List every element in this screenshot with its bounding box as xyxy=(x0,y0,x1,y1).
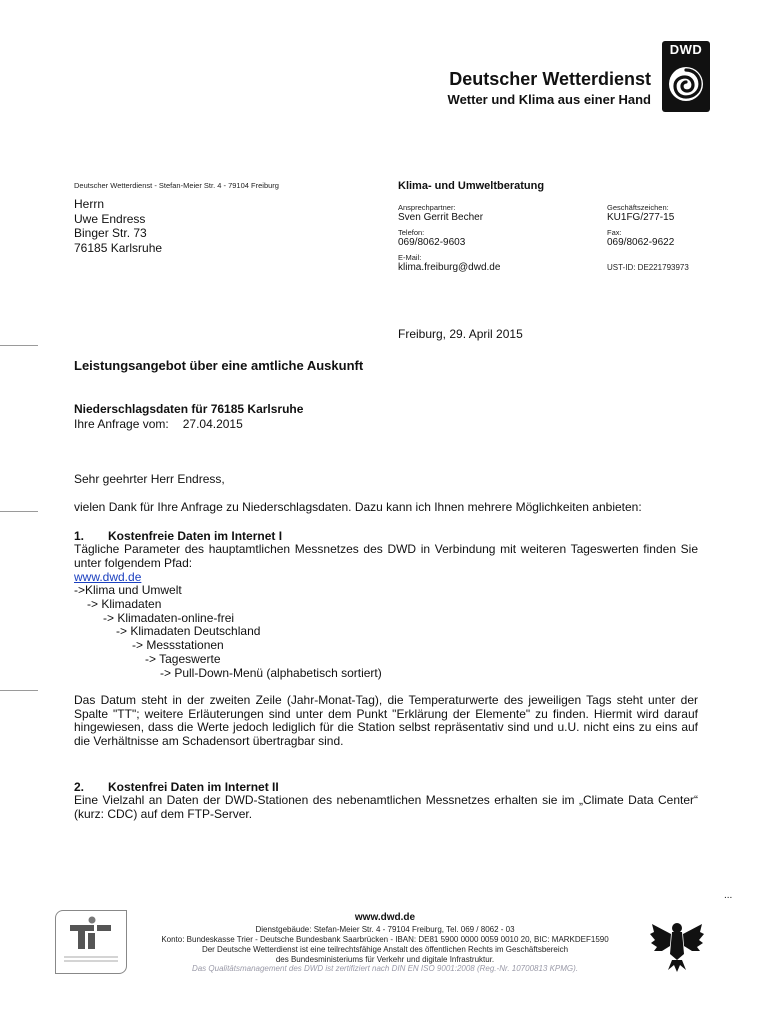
path-step: ->Klima und Umwelt xyxy=(74,583,182,597)
footer-bank: Konto: Bundeskasse Trier - Deutsche Bundesbank Saarbrücken - IBAN: DE81 5900 0000 0059 0010 20, BIC: MARKDEF1590 xyxy=(161,935,609,944)
section1-title: Kostenfreie Daten im Internet I xyxy=(108,529,283,543)
path-step: -> Pull-Down-Menü (alphabetisch sortiert) xyxy=(160,665,382,680)
partner-name: Sven Gerrit Becher xyxy=(398,212,484,223)
phone-label: Telefon: xyxy=(398,228,425,237)
fold-mark-bottom xyxy=(0,690,38,691)
navigation-path xyxy=(74,584,382,681)
letter-topic: Niederschlagsdaten für 76185 Karlsruhe xyxy=(74,402,304,416)
dwd-logo-text: DWD xyxy=(669,42,703,57)
fold-mark-middle xyxy=(0,511,38,512)
recipient-line: Herrn xyxy=(74,197,105,211)
ust-id: UST-ID: DE221793973 xyxy=(607,263,689,272)
continuation-mark: ... xyxy=(724,890,733,901)
request-line xyxy=(74,417,243,431)
fold-mark-top xyxy=(0,345,38,346)
path-step: -> Messstationen xyxy=(132,638,224,653)
letter-subject: Leistungsangebot über eine amtliche Auskunft xyxy=(74,358,364,373)
dwd-link[interactable]: www.dwd.de xyxy=(74,570,142,584)
recipient-address xyxy=(74,197,162,255)
path-step: -> Klimadaten xyxy=(87,596,162,611)
section1-heading xyxy=(74,529,282,543)
section2-text: Eine Vielzahl an Daten der DWD-Stationen des nebenamtlichen Messnetzes erhalten sie im „Climate Data Center“ (kurz: CDC) auf dem FTP-Server. xyxy=(74,793,698,821)
letter-date: Freiburg, 29. April 2015 xyxy=(398,327,523,341)
section1-note: Das Datum steht in der zweiten Zeile (Jahr-Monat-Tag), die Temperaturwerte des jeweiligen Tags steht unter der Spalte "TT"; weitere Erläuterungen sind unter dem Punkt "Erklärung der Elemente" zu finden. Hiermit wird darauf hingewiesen, dass die Werte jedoch lediglich für die Station selbst repräsentativ sind und u.U. nicht eins zu eins auf die Verhältnisse am Schadensort übertragbar sind. xyxy=(74,693,698,748)
footer-legal-1: Der Deutsche Wetterdienst ist eine teilrechtsfähige Anstalt des öffentlichen Rechts im Geschäftsbereich xyxy=(201,945,569,954)
recipient-line: Uwe Endress xyxy=(74,211,146,226)
salutation: Sehr geehrter Herr Endress, xyxy=(74,472,225,486)
spiral-icon xyxy=(666,61,706,107)
email-address[interactable]: klima.freiburg@dwd.de xyxy=(398,262,501,273)
email-label: E-Mail: xyxy=(398,253,422,262)
path-step: -> Tageswerte xyxy=(145,651,221,666)
footer-quality-text: Das Qualitätsmanagement des DWD ist zertifiziert nach DIN EN ISO 9001:2008 (Reg.-Nr. 10700813 KPMG). xyxy=(191,964,579,973)
request-date: 27.04.2015 xyxy=(182,417,243,431)
footer-quality xyxy=(0,964,770,974)
recipient-line: 76185 Karlsruhe xyxy=(74,240,163,255)
org-name: Deutscher Wetterdienst xyxy=(449,69,651,89)
reference-label: Geschäftszeichen: xyxy=(607,203,669,212)
section1-text: Tägliche Parameter des hauptamtlichen Messnetzes des DWD in Verbindung mit weiteren Tageswerten finden Sie unter folgendem Pfad: xyxy=(74,542,698,570)
phone-number: 069/8062-9603 xyxy=(398,237,466,248)
section2-title: Kostenfrei Daten im Internet II xyxy=(108,780,279,794)
path-step: -> Klimadaten-online-frei xyxy=(103,610,235,625)
recipient-line: Binger Str. 73 xyxy=(74,226,147,240)
footer-address: Dienstgebäude: Stefan-Meier Str. 4 - 79104 Freiburg, Tel. 069 / 8062 - 03 xyxy=(255,925,515,934)
sender-line: Deutscher Wetterdienst - Stefan-Meier Str. 4 - 79104 Freiburg xyxy=(74,181,279,190)
fax-label: Fax: xyxy=(607,228,622,237)
department: Klima- und Umweltberatung xyxy=(398,180,545,192)
footer-legal-2: des Bundesministeriums für Verkehr und digitale Infrastruktur. xyxy=(275,955,495,964)
dwd-logo xyxy=(662,41,710,112)
footer-url[interactable]: www.dwd.de xyxy=(354,912,416,923)
section1-number: 1. xyxy=(74,529,85,543)
fax-number: 069/8062-9622 xyxy=(607,237,675,248)
section2-heading xyxy=(74,780,279,794)
request-label: Ihre Anfrage vom: xyxy=(74,417,169,431)
org-tagline: Wetter und Klima aus einer Hand xyxy=(447,92,651,107)
path-step: -> Klimadaten Deutschland xyxy=(116,624,261,639)
intro-paragraph: vielen Dank für Ihre Anfrage zu Niederschlagsdaten. Dazu kann ich Ihnen mehrere Möglichkeiten anbieten: xyxy=(74,500,642,514)
section2-number: 2. xyxy=(74,780,85,794)
reference-number: KU1FG/277-15 xyxy=(607,212,675,223)
partner-label: Ansprechpartner: xyxy=(398,203,456,212)
